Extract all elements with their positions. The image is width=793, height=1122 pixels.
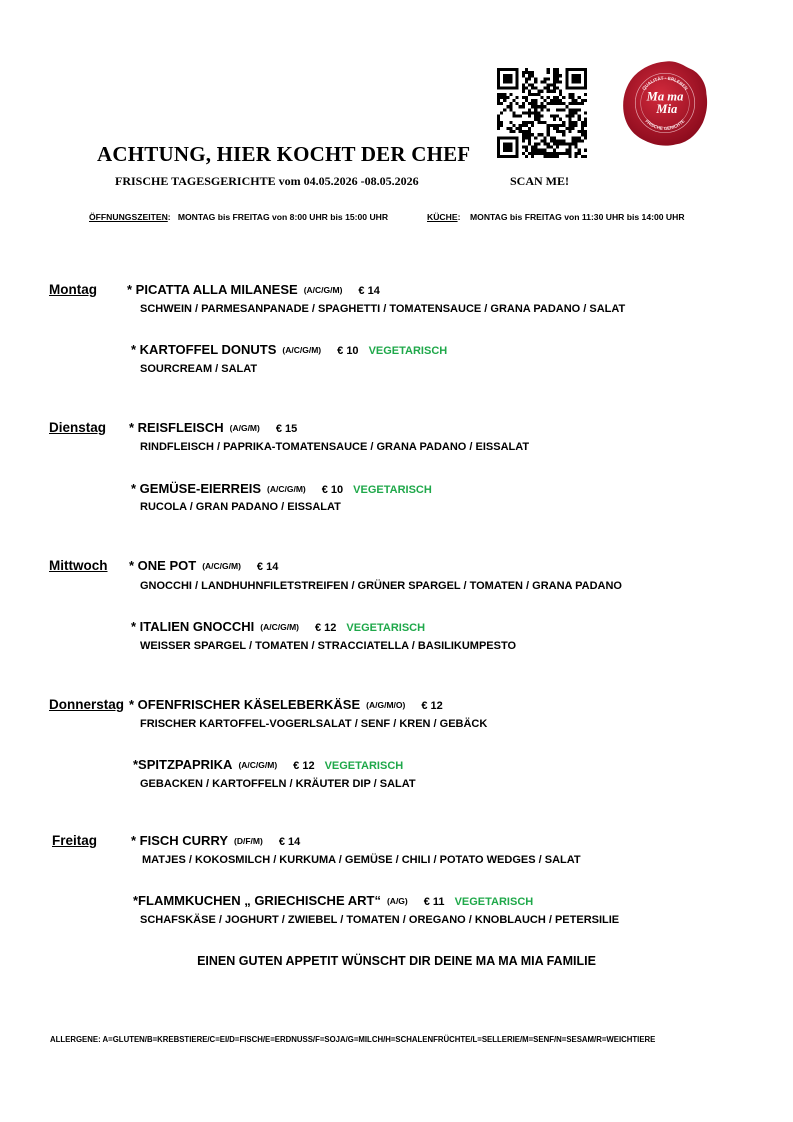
seal-top-text: QUALITÄT · ERLEBEN — [641, 75, 689, 91]
dish-allergens: (A/G/M) — [229, 423, 260, 433]
dish-name — [129, 558, 278, 573]
opening-hours-value: MONTAG bis FREITAG von 8:00 UHR bis 15:00 UHR — [177, 212, 389, 222]
dish-price: € 14 — [256, 561, 279, 573]
dish-title: * PICATTA ALLA MILANESE — [127, 282, 298, 297]
dish-allergens: (A/C/G/M) — [267, 484, 306, 494]
dish-price: € 10 — [321, 484, 344, 496]
vegetarian-badge: VEGETARISCH — [368, 345, 448, 357]
day-wednesday: Mittwoch — [49, 558, 108, 573]
dish-name — [131, 342, 447, 357]
kitchen-hours: KÜCHE: MONTAG bis FREITAG von 11:30 UHR bis 14:00 UHR — [427, 212, 685, 222]
dish-price: € 14 — [358, 285, 380, 297]
seal-brand-line2: Mia — [656, 101, 678, 116]
opening-hours: ÖFFNUNGSZEITEN: MONTAG bis FREITAG von 8:00 UHR bis 15:00 UHR — [89, 212, 389, 222]
dish-allergens: (A/C/G/M) — [238, 760, 278, 770]
dish-description: RUCOLA / GRAN PADANO / EISSALAT — [140, 501, 341, 513]
dish-description: SCHAFSKÄSE / JOGHURT / ZWIEBEL / TOMATEN / OREGANO / KNOBLAUCH / PETERSILIE — [140, 914, 620, 926]
kitchen-hours-value: MONTAG bis FREITAG von 11:30 UHR bis 14:00 UHR — [469, 212, 685, 222]
dish-description: GNOCCHI / LANDHUHNFILETSTREIFEN / GRÜNER SPARGEL / TOMATEN / GRANA PADANO — [140, 580, 622, 592]
dish-allergens: (A/C/G/M) — [202, 561, 241, 571]
dish-allergens: (A/C/G/M) — [303, 285, 343, 295]
seal-bottom-text: FRISCHE GERICHTE — [644, 118, 686, 132]
dish-price: € 10 — [337, 345, 359, 357]
day-monday: Montag — [49, 282, 97, 297]
seal-brand-line1: Ma ma — [646, 89, 684, 104]
dish-title: *SPITZPAPRIKA — [133, 757, 233, 772]
vegetarian-badge: VEGETARISCH — [324, 760, 404, 772]
dish-price: € 12 — [421, 700, 443, 712]
dish-allergens: (A/G) — [386, 896, 408, 906]
dish-title: * ONE POT — [129, 558, 197, 573]
page-title: ACHTUNG, HIER KOCHT DER CHEF — [97, 142, 471, 166]
dish-price: € 12 — [293, 760, 315, 772]
dish-price: € 15 — [275, 423, 298, 435]
dish-name — [131, 481, 432, 496]
vegetarian-badge: VEGETARISCH — [353, 484, 432, 496]
dish-allergens: (A/C/G/M) — [282, 345, 322, 355]
day-thursday: Donnerstag — [49, 697, 125, 712]
scan-me-label: SCAN ME! — [510, 174, 569, 188]
dish-description: RINDFLEISCH / PAPRIKA-TOMATENSAUCE / GRANA PADANO / EISSALAT — [140, 441, 530, 453]
kitchen-hours-label: KÜCHE — [427, 212, 458, 222]
day-friday: Freitag — [52, 833, 98, 848]
dish-price: € 12 — [314, 622, 337, 634]
opening-hours-label: ÖFFNUNGSZEITEN — [89, 212, 168, 222]
dish-title: * REISFLEISCH — [129, 420, 224, 435]
dish-description: SCHWEIN / PARMESANPANADE / SPAGHETTI / TOMATENSAUCE / GRANA PADANO / SALAT — [140, 303, 626, 315]
dish-description: GEBACKEN / KARTOFFELN / KRÄUTER DIP / SALAT — [140, 778, 416, 790]
dish-allergens: (A/C/G/M) — [260, 622, 299, 632]
qr-code-icon[interactable] — [497, 68, 587, 158]
dish-allergens: (A/G/M/O) — [366, 700, 406, 710]
dish-description: SOURCREAM / SALAT — [140, 363, 258, 375]
dish-title: * FISCH CURRY — [131, 833, 229, 848]
vegetarian-badge: VEGETARISCH — [346, 622, 426, 634]
dish-title: * KARTOFFEL DONUTS — [131, 342, 277, 357]
dish-description: WEISSER SPARGEL / TOMATEN / STRACCIATELLA / BASILIKUMPESTO — [140, 640, 517, 652]
dish-name — [129, 697, 443, 712]
vegetarian-badge: VEGETARISCH — [454, 896, 534, 908]
dish-name — [133, 893, 533, 908]
dish-price: € 11 — [423, 896, 445, 908]
dish-price: € 14 — [278, 836, 301, 848]
dish-name — [127, 282, 380, 297]
dish-allergens: (D/F/M) — [234, 836, 263, 846]
allergens-legend: ALLERGENE: A=GLUTEN/B=KREBSTIERE/C=EI/D=FISCH/E=ERDNUSS/F=SOJA/G=MILCH/H=SCHALENFRÜCHTE/L=SELLERIE/M=SENF/N=SESAM/R=WEICHTIERE — [50, 1035, 656, 1044]
mama-mia-seal-logo — [620, 58, 710, 148]
dish-name — [129, 420, 297, 435]
dish-description: MATJES / KOKOSMILCH / KURKUMA / GEMÜSE / CHILI / POTATO WEDGES / SALAT — [142, 854, 581, 866]
dish-name — [131, 833, 300, 848]
dish-name — [131, 619, 425, 634]
dish-title: * ITALIEN GNOCCHI — [131, 619, 255, 634]
dish-title: * OFENFRISCHER KÄSELEBERKÄSE — [129, 697, 361, 712]
closing-message: EINEN GUTEN APPETIT WÜNSCHT DIR DEINE MA MA MIA FAMILIE — [197, 954, 596, 968]
day-tuesday: Dienstag — [49, 420, 107, 435]
dish-description: FRISCHER KARTOFFEL-VOGERLSALAT / SENF / KREN / GEBÄCK — [140, 718, 488, 730]
dish-name — [133, 757, 403, 772]
dish-title: * GEMÜSE-EIERREIS — [131, 481, 262, 496]
menu-date-range: FRISCHE TAGESGERICHTE vom 04.05.2026 -08.05.2026 — [115, 174, 419, 188]
dish-title: *FLAMMKUCHEN „ GRIECHISCHE ART“ — [133, 893, 381, 908]
